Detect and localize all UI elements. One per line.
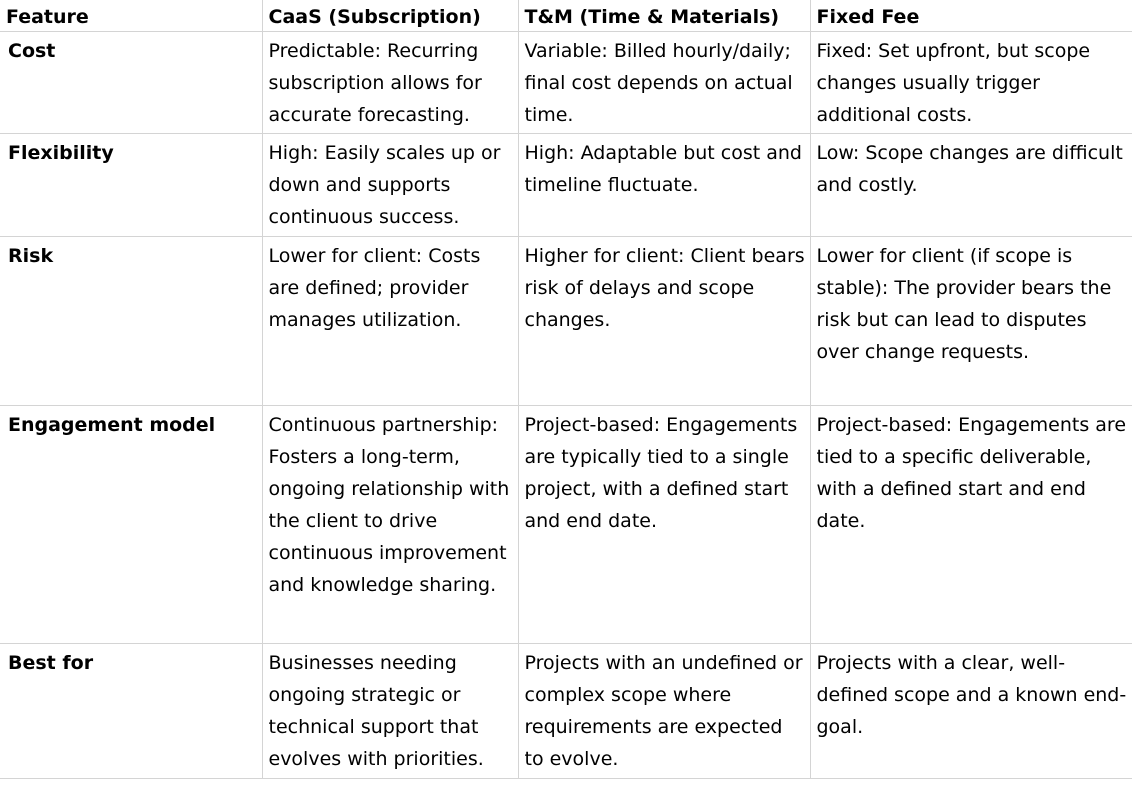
cell-fixed[interactable]: Project-based: Engagements are tied to a specific deliverable, with a defined start and end date. [810,406,1132,644]
cell-fixed[interactable]: Projects with a clear, well-defined scope and a known end-goal. [810,644,1132,779]
table-header-row [0,0,1132,32]
row-label-best-for[interactable]: Best for [0,644,262,779]
cell-caas[interactable]: High: Easily scales up or down and supports continuous success. [262,134,518,237]
cell-tm[interactable]: High: Adaptable but cost and timeline fluctuate. [518,134,810,237]
table-row [0,32,1132,134]
header-cell-caas[interactable]: CaaS (Subscription) [262,0,518,32]
cell-tm[interactable]: Higher for client: Client bears risk of delays and scope changes. [518,237,810,406]
cell-caas[interactable]: Lower for client: Costs are defined; provider manages utilization. [262,237,518,406]
cell-tm[interactable]: Project-based: Engagements are typically tied to a single project, with a defined start and end date. [518,406,810,644]
header-cell-feature[interactable]: Feature [0,0,262,32]
table-row [0,644,1132,779]
cell-caas[interactable]: Predictable: Recurring subscription allows for accurate forecasting. [262,32,518,134]
cell-caas[interactable]: Businesses needing ongoing strategic or technical support that evolves with priorities. [262,644,518,779]
cell-fixed[interactable]: Fixed: Set upfront, but scope changes usually trigger additional costs. [810,32,1132,134]
table-row [0,237,1132,406]
row-label-risk[interactable]: Risk [0,237,262,406]
header-cell-tm[interactable]: T&M (Time & Materials) [518,0,810,32]
header-cell-fixed[interactable]: Fixed Fee [810,0,1132,32]
cell-fixed[interactable]: Lower for client (if scope is stable): The provider bears the risk but can lead to disputes over change requests. [810,237,1132,406]
table-row [0,134,1132,237]
cell-tm[interactable]: Projects with an undefined or complex scope where requirements are expected to evolve. [518,644,810,779]
row-label-flexibility[interactable]: Flexibility [0,134,262,237]
cell-tm[interactable]: Variable: Billed hourly/daily; final cost depends on actual time. [518,32,810,134]
row-label-engagement-model[interactable]: Engagement model [0,406,262,644]
row-label-cost[interactable]: Cost [0,32,262,134]
cell-caas[interactable]: Continuous partnership: Fosters a long-term, ongoing relationship with the client to drive continuous improvement and knowledge sharing. [262,406,518,644]
cell-fixed[interactable]: Low: Scope changes are difficult and costly. [810,134,1132,237]
table-row [0,406,1132,644]
